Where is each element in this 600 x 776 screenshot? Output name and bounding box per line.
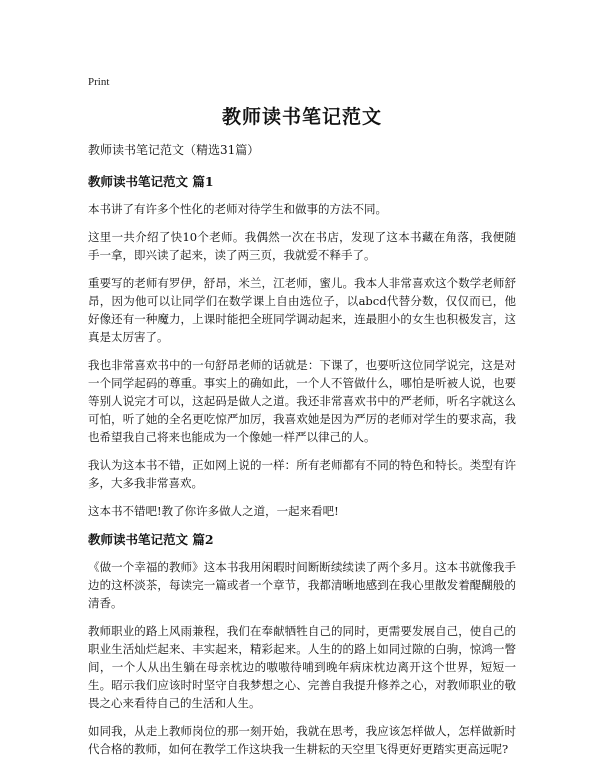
paragraph: 重要写的老师有罗伊，舒昂，米兰，江老师，蜜儿。我本人非常喜欢这个数学老师舒昂，因为他可以让同学们在数学课上自由选位子，以abcd代替分数，仅仅而已，他好像还有一种魔力，上课时能把全班同学调动起来，连最胆小的女生也积极发言，这真是太厉害了。: [88, 276, 516, 344]
paragraph: 如同我，从走上教师岗位的那一刻开始，我就在思考，我应该怎样做人，怎样做新时代合格的教师，如何在教学工作这块我一生耕耘的天空里飞得更好更踏实更高远呢?: [88, 724, 516, 756]
section-heading: 教师读书笔记范文 篇2: [88, 532, 214, 547]
paragraph: 这里一共介绍了快10个老师。我偶然一次在书店，发现了这本书藏在角落，我便随手一拿，即兴读了起来，读了两三页，我就爱不释手了。: [88, 230, 516, 262]
document-subtitle: 教师读书笔记范文（精选31篇）: [88, 143, 260, 157]
section-2: [88, 530, 516, 758]
paragraph: 这本书不错吧!教了你许多做人之道，一起来看吧!: [88, 504, 339, 518]
paragraph: 我也非常喜欢书中的一句舒昂老师的话就是：下课了，也要听这位同学说完，这是对一个同学起码的尊重。事实上的确如此，一个人不管做什么，哪怕是听被人说，也要等别人说完才可以，这起码是做人之道。我还非常喜欢书中的严老师，听名字就这么可怕，听了她的全名更吃惊严加厉，我喜欢她是因为严厉的老师对学生的要求高，我也希望我自己将来也能成为一个像她一样严以律己的人。: [88, 358, 516, 444]
document-page: [88, 70, 516, 768]
paragraph: 本书讲了有许多个性化的老师对待学生和做事的方法不同。: [88, 202, 387, 216]
paragraph: 《做一个幸福的教师》这本书我用闲暇时间断断续续读了两个多月。这本书就像我手边的这杯淡茶，每读完一篇或者一个章节，我都清晰地感到在我心里散发着醍醐般的清香。: [88, 560, 516, 610]
print-link[interactable]: Print: [88, 76, 110, 88]
section-heading: 教师读书笔记范文 篇1: [88, 174, 214, 189]
section-1: [88, 172, 516, 520]
page-title: 教师读书笔记范文: [221, 106, 382, 128]
paragraph: 我认为这本书不错，正如网上说的一样：所有老师都有不同的特色和特长。类型有许多，大多我非常喜欢。: [88, 458, 516, 490]
paragraph: 教师职业的路上风雨兼程，我们在奉献牺牲自己的同时，更需要发展自己，使自己的职业生活灿烂起来、丰实起来，精彩起来。人生的的路上如同过隙的白驹，惊鸿一瞥间，一个人从出生躺在母亲枕边的嗷嗷待哺到晚年病床枕边离开这个世界，短短一生。昭示我们应该时时坚守自我梦想之心、完善自我提升修养之心，对教师职业的敬畏之心来看待自己的生活和人生。: [88, 624, 516, 710]
